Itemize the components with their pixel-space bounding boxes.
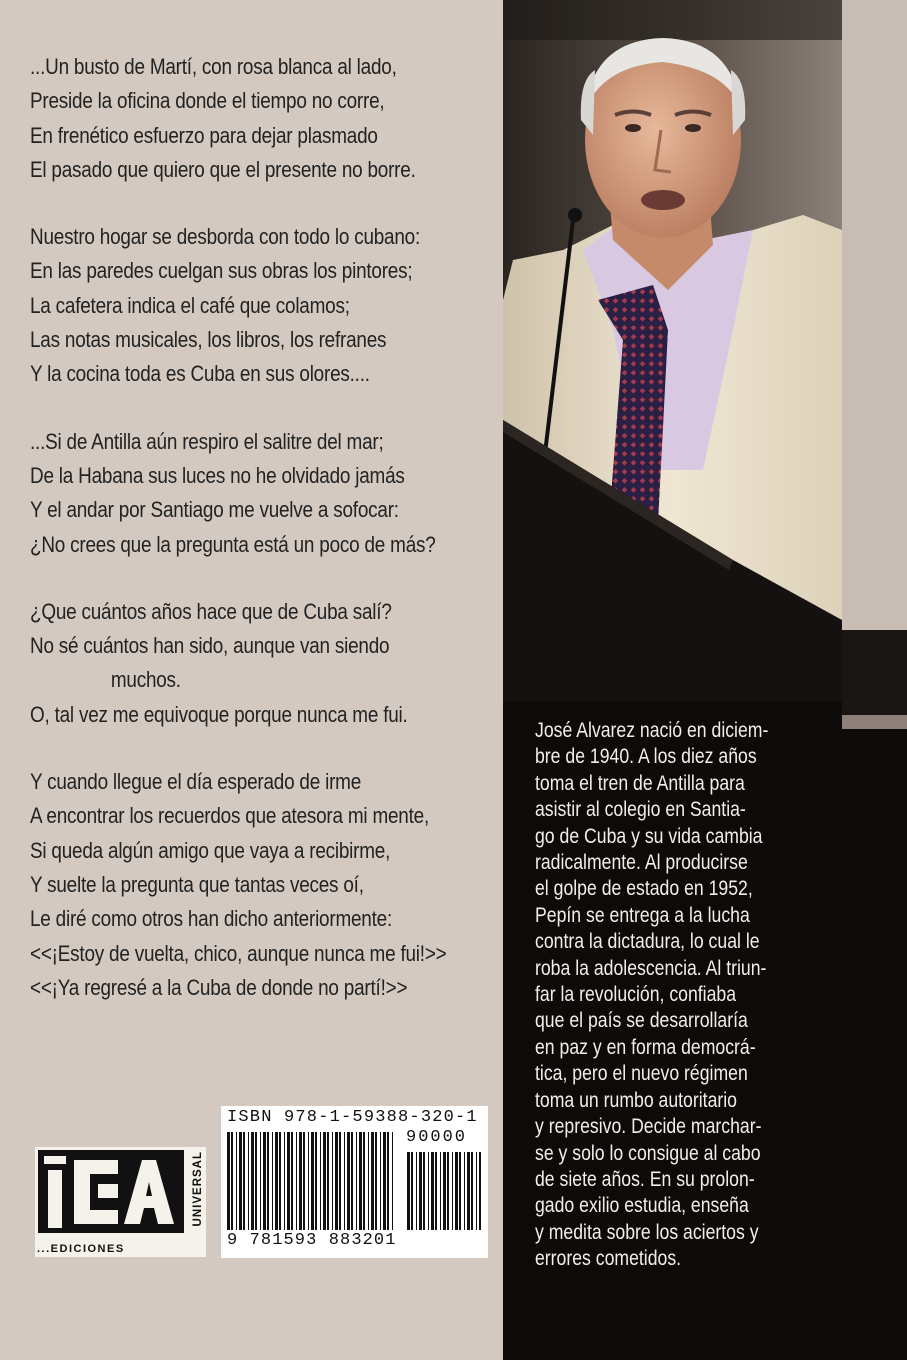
bio-line: toma el tren de Antilla para [535, 771, 745, 795]
bio-line: y medita sobre los aciertos y [535, 1220, 759, 1244]
poem-line: En frenético esfuerzo para dejar plasmado [30, 122, 378, 148]
publisher-name: ...EDICIONES [37, 1243, 125, 1255]
bio-line: y represivo. Decide marchar- [535, 1115, 762, 1139]
barcode-bar [332, 1132, 333, 1230]
poem-line: ¿No crees que la pregunta está un poco de más? [30, 531, 436, 557]
author-photo [503, 0, 842, 702]
barcode-bar [387, 1132, 389, 1230]
bio-line: José Alvarez nació en diciem- [535, 719, 769, 742]
barcode-bar [308, 1132, 309, 1230]
poem-line: Las notas musicales, los libros, los refranes [30, 327, 387, 353]
barcode-bar [315, 1132, 317, 1230]
photo-background-shadow [842, 630, 907, 720]
barcode-bar [347, 1132, 350, 1230]
isbn-barcode [221, 1106, 488, 1258]
barcode-bar [359, 1132, 362, 1230]
barcode-bar [383, 1132, 386, 1230]
publisher-logo [35, 1147, 206, 1257]
barcode-bar [227, 1132, 230, 1230]
poem-line: Y cuando llegue el día esperado de irme [30, 769, 362, 795]
publisher-emblem-icon [38, 1150, 184, 1233]
barcode-bar [239, 1132, 242, 1230]
barcode-bar [407, 1152, 410, 1230]
barcode-bar [435, 1152, 437, 1230]
bio-line: que el país se desarrollaría [535, 1009, 748, 1033]
author-photo-illustration [503, 0, 842, 702]
barcode-bar [428, 1152, 429, 1230]
barcode-bar [335, 1132, 338, 1230]
barcode-bar [299, 1132, 302, 1230]
bio-line: Pepín se entrega a la lucha [535, 903, 750, 927]
barcode-bar [267, 1132, 269, 1230]
barcode-bar [423, 1152, 425, 1230]
bio-line: asistir al colegio en Santia- [535, 798, 746, 822]
barcode-bar [431, 1152, 434, 1230]
barcode-bar [275, 1132, 278, 1230]
bio-line: de siete años. En su prolon- [535, 1167, 755, 1191]
barcode-bar [443, 1152, 446, 1230]
barcode-bar [459, 1152, 461, 1230]
barcode-bar [380, 1132, 381, 1230]
barcode-bar [303, 1132, 305, 1230]
bio-line: en paz y en forma democrá- [535, 1035, 756, 1059]
poem-line: O, tal vez me equivoque porque nunca me fui. [30, 701, 408, 727]
barcode-bar [287, 1132, 290, 1230]
barcode-bar [467, 1152, 470, 1230]
stanza-break [30, 562, 500, 595]
barcode-bar [464, 1152, 465, 1230]
barcode-bar [455, 1152, 458, 1230]
decorative-notch [842, 715, 907, 729]
poem-line: ¿Que cuántos años hace que de Cuba salí? [30, 598, 392, 624]
bio-line: tica, pero el nuevo régimen [535, 1062, 748, 1086]
barcode-bar [279, 1132, 281, 1230]
barcode-bar [296, 1132, 297, 1230]
publisher-logo-mark [38, 1150, 184, 1233]
barcode-bar [251, 1132, 254, 1230]
barcode-bar [411, 1152, 413, 1230]
barcode-bar [263, 1132, 266, 1230]
photo-background-wall [842, 0, 907, 630]
poem-line: <<¡Ya regresé a la Cuba de donde no partí!>> [30, 974, 408, 1000]
price-code: 90000 [406, 1128, 468, 1147]
publisher-name-vertical: UNIVERSAL [192, 1151, 204, 1227]
barcode-bar [419, 1152, 422, 1230]
poem-line: Y suelte la pregunta que tantas veces oí, [30, 871, 364, 897]
barcode-bar [311, 1132, 314, 1230]
barcode-bar [320, 1132, 321, 1230]
bio-line: errores cometidos. [535, 1247, 682, 1271]
bio-line: go de Cuba y su vida cambia [535, 824, 763, 848]
bio-line: el golpe de estado en 1952, [535, 877, 753, 901]
bio-line: radicalmente. Al producirse [535, 851, 748, 875]
barcode-bar [260, 1132, 261, 1230]
poem-line: Le diré como otros han dicho anteriormente: [30, 906, 393, 932]
poem-line: Nuestro hogar se desborda con todo lo cubano: [30, 224, 421, 250]
barcode-bar [255, 1132, 257, 1230]
barcode-bar [339, 1132, 341, 1230]
barcode-bar [356, 1132, 357, 1230]
stanza-break [30, 732, 500, 765]
poem-line: De la Habana sus luces no he olvidado jamás [30, 462, 405, 488]
bio-line: contra la dictadura, lo cual le [535, 930, 760, 954]
barcode-bar [284, 1132, 285, 1230]
bio-line: gado exilio estudia, enseña [535, 1194, 749, 1218]
stanza-break [30, 187, 500, 220]
barcode-bar [351, 1132, 353, 1230]
barcode-bar [471, 1152, 473, 1230]
poem-line: A encontrar los recuerdos que atesora mi mente, [30, 803, 429, 829]
barcode-bar [476, 1152, 477, 1230]
poem-line: El pasado que quiero que el presente no borre. [30, 156, 416, 182]
poem-line: <<¡Estoy de vuelta, chico, aunque nunca me fui!>> [30, 940, 447, 966]
barcode-bar [447, 1152, 449, 1230]
poem-line: Y la cocina toda es Cuba en sus olores.... [30, 361, 370, 387]
barcode-bar [272, 1132, 273, 1230]
poem-line: Y el andar por Santiago me vuelve a sofocar: [30, 497, 399, 523]
stanza-break [30, 392, 500, 425]
barcode-bar [440, 1152, 441, 1230]
poem-line: La cafetera indica el café que colamos; [30, 292, 350, 318]
barcode-bar [375, 1132, 377, 1230]
barcode-bar [416, 1152, 417, 1230]
bio-line: bre de 1940. A los diez años [535, 745, 757, 769]
barcode-bar [371, 1132, 374, 1230]
barcode-bar [452, 1152, 453, 1230]
bio-line: roba la adolescencia. Al triun- [535, 956, 767, 980]
barcode-bar [243, 1132, 245, 1230]
barcode-bar [231, 1132, 233, 1230]
barcode-bar [392, 1132, 393, 1230]
barcode-bar [236, 1132, 237, 1230]
poem-excerpt [30, 50, 500, 1005]
bio-line: se y solo lo consigue al cabo [535, 1141, 761, 1165]
poem-line: muchos. [110, 667, 181, 693]
poem-line: ...Si de Antilla aún respiro el salitre del mar; [30, 428, 384, 454]
barcode-digits: 9 781593 883201 [227, 1231, 397, 1250]
barcode-bar [248, 1132, 249, 1230]
poem-line: En las paredes cuelgan sus obras los pintores; [30, 258, 413, 284]
poem-line: No sé cuántos han sido, aunque van siendo [30, 633, 390, 659]
barcode-bar [327, 1132, 329, 1230]
barcode-bar [479, 1152, 481, 1230]
barcode-bar [291, 1132, 293, 1230]
barcode-bar [344, 1132, 345, 1230]
author-biography [535, 718, 835, 1273]
bio-line: far la revolución, confiaba [535, 983, 737, 1007]
isbn-label: ISBN 978-1-59388-320-1 [227, 1108, 478, 1127]
barcode-bar [363, 1132, 365, 1230]
barcode-bar [323, 1132, 326, 1230]
poem-line: Si queda algún amigo que vaya a recibirme, [30, 837, 391, 863]
poem-line: ...Un busto de Martí, con rosa blanca al lado, [30, 54, 397, 79]
poem-line: Preside la oficina donde el tiempo no corre, [30, 88, 385, 114]
barcode-bar [368, 1132, 369, 1230]
bio-line: toma un rumbo autoritario [535, 1088, 737, 1112]
